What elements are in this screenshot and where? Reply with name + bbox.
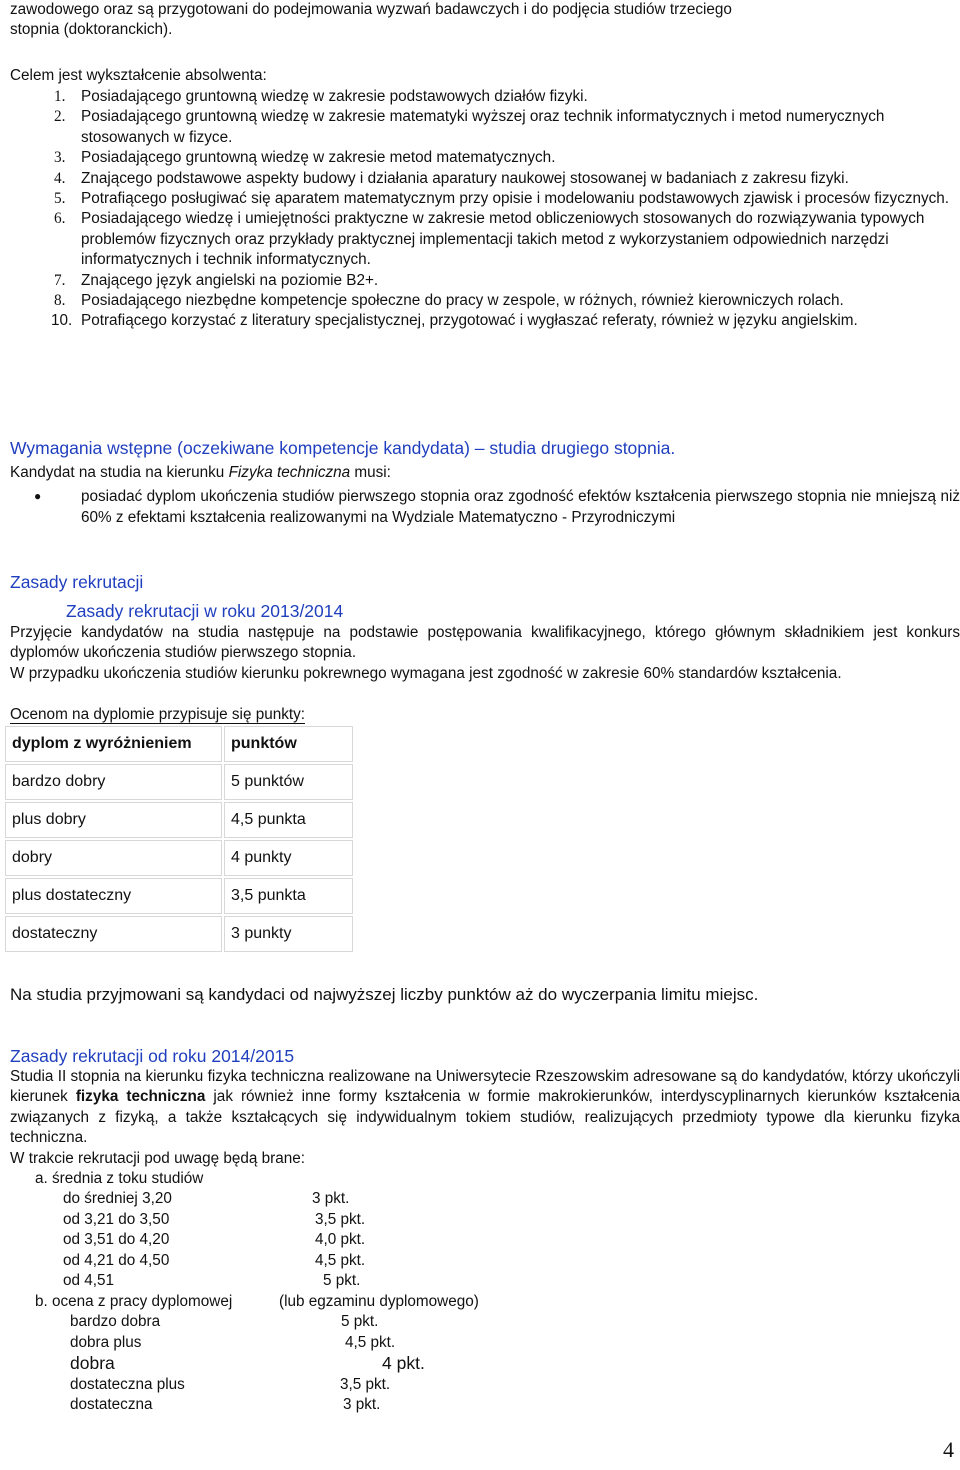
- table-cell: bardzo dobry: [5, 764, 222, 800]
- criteria-points: 4,5 pkt.: [315, 1252, 366, 1269]
- list-item: [10, 311, 960, 331]
- criteria-points: 5 pkt.: [323, 1272, 361, 1289]
- table-header-cell: dyplom z wyróżnieniem: [5, 726, 222, 762]
- table-cell: 4,5 punkta: [224, 802, 353, 838]
- list-item: [10, 291, 960, 311]
- list-text: Posiadającego gruntowną wiedzę w zakresie matematyki wyższej oraz technik informatycznych i metod numerycznych stosowanych w fizyce.: [81, 108, 885, 146]
- rules2015-heading: Zasady rekrutacji od roku 2014/2015: [10, 1046, 295, 1066]
- table-header-row: [5, 726, 353, 762]
- requirements-heading: Wymagania wstępne (oczekiwane kompetencje kandydata) – studia drugiego stopnia.: [10, 438, 676, 458]
- table-intro-text: Ocenom na dyplomie przypisuje się punkty:: [10, 706, 306, 723]
- requirements-intro: [10, 463, 960, 483]
- criteria-points: 3,5 pkt.: [340, 1376, 391, 1393]
- criteria-range: od 3,51 do 4,20: [63, 1231, 170, 1248]
- list-number: 3.: [54, 149, 66, 167]
- criteria-grade: dostateczna: [70, 1396, 153, 1413]
- intro-line: stopnia (doktoranckich).: [10, 21, 173, 39]
- list-number: 10.: [51, 312, 73, 330]
- criteria-range: od 3,21 do 3,50: [63, 1211, 170, 1228]
- list-number: 4.: [54, 169, 66, 187]
- bullet-dot-icon: ●: [34, 489, 42, 503]
- criteria-range: od 4,51: [63, 1272, 115, 1289]
- list-item: [10, 209, 960, 270]
- list-text: Potrafiącego posługiwać się aparatem matematycznym przy opisie i modelowaniu podstawowych zjawisk i procesów fizycznych.: [81, 190, 950, 208]
- criteria-points: 4 pkt.: [382, 1353, 425, 1373]
- list-number: 5.: [54, 190, 66, 208]
- list-text: Posiadającego gruntowną wiedzę w zakresie metod matematycznych.: [81, 149, 556, 167]
- list-number: 7.: [54, 271, 66, 289]
- list-item: [10, 107, 960, 148]
- criteria-points: 4,0 pkt.: [315, 1231, 366, 1248]
- criteria-intro: W trakcie rekrutacji pod uwagę będą brane:: [10, 1150, 306, 1167]
- list-item: [10, 486, 960, 528]
- list-item: [10, 271, 960, 291]
- table-cell: plus dostateczny: [5, 878, 222, 914]
- criteria-points: 3,5 pkt.: [315, 1211, 366, 1228]
- table-cell: 3,5 punkta: [224, 878, 353, 914]
- criteria-points: 5 pkt.: [341, 1313, 379, 1330]
- paragraph-text: jak również inne formy kształcenia w formie makrokierunków, interdyscyplinarnych kierunków kształcenia związanych z fizyką, a także kształcących się indywidualnym tokiem studiów, realizujących przedmioty typowe dla kierunku fizyka techniczna.: [10, 1088, 960, 1147]
- criteria-points: 3 pkt.: [343, 1396, 381, 1413]
- list-number: 2.: [54, 108, 66, 126]
- list-item: [10, 87, 960, 107]
- goals-list: [10, 87, 960, 332]
- list-item: [10, 169, 960, 189]
- rules-paragraph: W przypadku ukończenia studiów kierunku pokrewnego wymagana jest zgodność w zakresie 60% standardów kształcenia.: [10, 665, 842, 682]
- rules-subheading: Zasady rekrutacji w roku 2013/2014: [66, 601, 344, 621]
- list-text: posiadać dyplom ukończenia studiów pierwszego stopnia oraz zgodność efektów kształcenia pierwszego stopnia nie mniejszą niż 60% z efektami kształcenia realizowanymi na Wydziale Matematyczno - Przyrodniczymi: [81, 488, 960, 526]
- list-item: [10, 189, 960, 209]
- intro-line: zawodowego oraz są przygotowani do podejmowania wyzwań badawczych i do podjęcia studiów trzeciego: [10, 1, 732, 18]
- table-cell: 3 punkty: [224, 916, 353, 952]
- list-text: Posiadającego gruntowną wiedzę w zakresie podstawowych działów fizyki.: [81, 88, 588, 105]
- page-number: 4: [943, 1437, 954, 1462]
- list-number: 8.: [54, 292, 66, 310]
- list-text: Znającego podstawowe aspekty budowy i działania aparatury naukowej stosowanej w badaniach z zakresu fizyki.: [81, 169, 849, 187]
- list-text: Znającego język angielski na poziomie B2+.: [81, 271, 379, 289]
- rules-heading: Zasady rekrutacji: [10, 572, 144, 592]
- field-name: Fizyka techniczna: [228, 464, 351, 481]
- rules-paragraph: Przyjęcie kandydatów na studia następuje na podstawie postępowania kwalifikacyjnego, którego głównym składnikiem jest konkurs dyplomów ukończenia studiów pierwszego stopnia.: [10, 624, 960, 662]
- table-cell: dostateczny: [5, 916, 222, 952]
- list-text: Posiadającego niezbędne kompetencje społeczne do pracy w zespole, w różnych, również kierowniczych rolach.: [81, 292, 844, 310]
- section-b-note: (lub egzaminu dyplomowego): [279, 1293, 479, 1310]
- requirements-list: [10, 486, 960, 528]
- table-row: [5, 878, 353, 914]
- intro-paragraph: [10, 0, 960, 41]
- table-cell: dobry: [5, 840, 222, 876]
- paragraph-text: Studia II stopnia na kierunku fizyka techniczna realizowane na Uniwersytecie Rzeszowskim adresowane są do kandydatów, którzy ukończyli kierunek: [10, 1068, 960, 1106]
- table-cell: 5 punktów: [224, 764, 353, 800]
- criteria-points: 3 pkt.: [312, 1190, 350, 1207]
- table-row: [5, 840, 353, 876]
- table-row: [5, 764, 353, 800]
- criteria-grade: dostateczna plus: [70, 1376, 185, 1393]
- table-row: [5, 802, 353, 838]
- list-item: [10, 148, 960, 168]
- table-cell: 4 punkty: [224, 840, 353, 876]
- criteria-range: od 4,21 do 4,50: [63, 1252, 170, 1269]
- criteria-grade: bardzo dobra: [70, 1313, 161, 1330]
- intro-text: musi:: [350, 464, 391, 481]
- intro-text: Kandydat na studia na kierunku: [10, 464, 229, 481]
- list-text: Posiadającego wiedzę i umiejętności praktyczne w zakresie metod obliczeniowych stosowanych do rozwiązywania typowych problemów fizycznych oraz przykłady praktycznej implementacji takich metod z wykorzystaniem odpowiednich narzędzi informatycznych i technik informatycznych.: [81, 210, 925, 269]
- list-number: 1.: [54, 88, 66, 105]
- criteria-range: do średniej 3,20: [63, 1190, 172, 1207]
- list-text: Potrafiącego korzystać z literatury specjalistycznej, przygotować i wygłaszać referaty, również w języku angielskim.: [81, 312, 858, 330]
- goals-title: Celem jest wykształcenie absolwenta:: [10, 67, 267, 84]
- criteria-grade: dobra: [70, 1353, 115, 1373]
- criteria-grade: dobra plus: [70, 1334, 142, 1351]
- criteria-points: 4,5 pkt.: [345, 1334, 396, 1351]
- table-row: [5, 916, 353, 952]
- points-table: [3, 724, 355, 954]
- table-cell: plus dobry: [5, 802, 222, 838]
- section-a-label: a. średnia z toku studiów: [35, 1170, 204, 1187]
- limit-note: Na studia przyjmowani są kandydaci od najwyższej liczby punktów aż do wyczerpania limitu miejsc.: [10, 985, 759, 1004]
- paragraph-bold: fizyka techniczna: [75, 1088, 206, 1106]
- rules2015-paragraph: [10, 1067, 960, 1149]
- table-header-cell: punktów: [224, 726, 353, 762]
- list-number: 6.: [54, 210, 66, 228]
- table-intro: [10, 705, 960, 725]
- section-b-label: b. ocena z pracy dyplomowej: [35, 1293, 233, 1310]
